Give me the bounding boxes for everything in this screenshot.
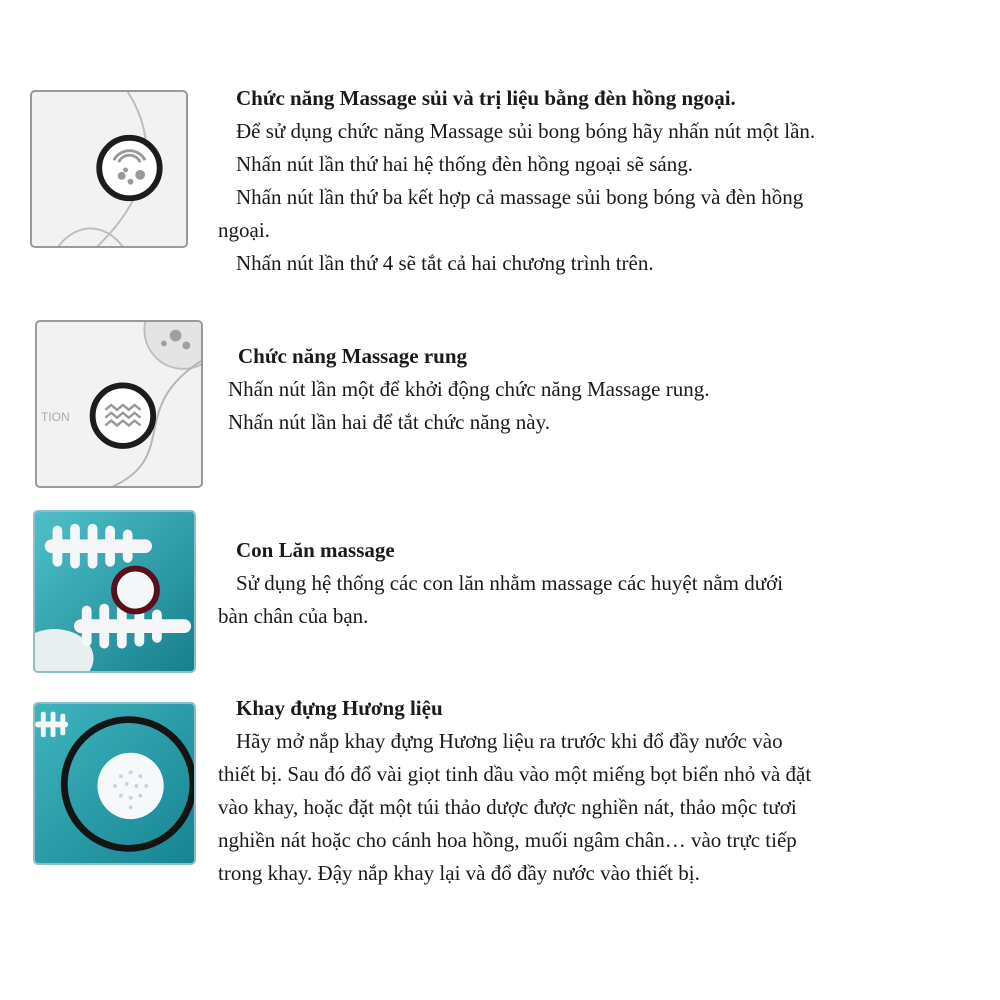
section-line: bàn chân của bạn.: [218, 604, 369, 628]
section-bubble-infrared: [218, 82, 978, 280]
bubble-infrared-thumbnail: [30, 90, 188, 248]
section-line: trong khay. Đậy nắp khay lại và đổ đầy nước vào thiết bị.: [218, 861, 700, 885]
bubble-infrared-button-icon: [32, 92, 186, 246]
section-aroma-tray: [218, 692, 978, 890]
section-line: Nhấn nút lần hai để tắt chức năng này.: [228, 410, 550, 434]
roller-thumbnail: [33, 510, 196, 673]
section-line: ngoại.: [218, 218, 270, 242]
aroma-tray-thumbnail: [33, 702, 196, 865]
section-line: Sử dụng hệ thống các con lăn nhằm massage các huyệt nằm dưới: [236, 571, 784, 595]
section-line: Nhấn nút lần thứ 4 sẽ tắt cả hai chương trình trên.: [236, 251, 654, 275]
section-title: Con Lăn massage: [236, 538, 395, 562]
section-line: Nhấn nút lần thứ ba kết hợp cả massage sủi bong bóng và đèn hồng: [236, 185, 804, 209]
aroma-tray-photo: [35, 704, 194, 863]
image-caption: TION: [41, 410, 70, 424]
section-line: thiết bị. Sau đó đổ vài giọt tinh dầu vào một miếng bọt biển nhỏ và đặt: [218, 762, 812, 786]
section-line: Để sử dụng chức năng Massage sủi bong bóng hãy nhấn nút một lần.: [236, 119, 816, 143]
vibration-thumbnail: [35, 320, 203, 488]
section-title: Chức năng Massage rung: [238, 344, 468, 368]
section-title: Khay đựng Hương liệu: [236, 696, 443, 720]
section-line: Nhấn nút lần một để khởi động chức năng Massage rung.: [228, 377, 710, 401]
section-line: Hãy mở nắp khay đựng Hương liệu ra trước khi đổ đầy nước vào: [236, 729, 783, 753]
vibration-button-icon: [37, 322, 201, 486]
section-title: Chức năng Massage sủi và trị liệu bằng đèn hồng ngoại.: [236, 86, 736, 110]
section-vibration: [228, 340, 968, 439]
section-line: nghiền nát hoặc cho cánh hoa hồng, muối ngâm chân… vào trực tiếp: [218, 828, 797, 852]
section-line: Nhấn nút lần thứ hai hệ thống đèn hồng ngoại sẽ sáng.: [236, 152, 693, 176]
massage-roller-photo: [35, 512, 194, 671]
section-roller: [218, 534, 978, 633]
section-line: vào khay, hoặc đặt một túi thảo dược được nghiền nát, thảo mộc tươi: [218, 795, 797, 819]
